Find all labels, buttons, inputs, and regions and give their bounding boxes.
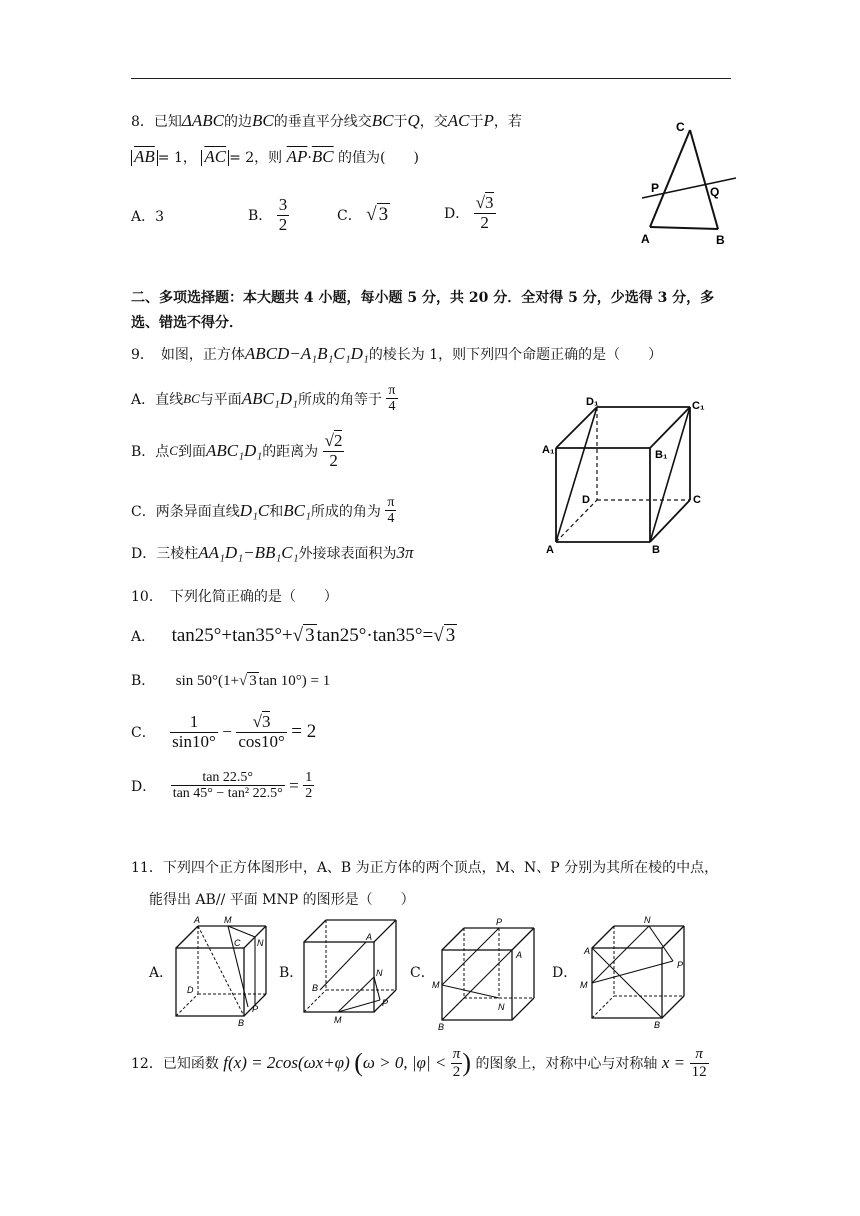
q9-label-d1: D₁: [586, 396, 599, 408]
q9-label-c1: C₁: [692, 400, 705, 412]
header-rule: [131, 78, 731, 79]
q9-stem: 9． 如图，正方体ABCD−A₁B₁C₁D₁的棱长为 1，则下列四个命题正确的是（ ）: [131, 344, 663, 363]
q8-stem-line2: $\overline{AB} = 1$， $\overline{AC} = 2$，则 $\overline{AP}\cdot\overline{BC}$ 的值为( ): [131, 147, 419, 167]
section2-heading-line1: 二、多项选择题：本大题共 4 小题，每小题 5 分，共 20 分．全对得 5 分，少选得 3 分，多: [131, 290, 715, 306]
q9-option-b: B．点C到面ABC₁D₁的距离为 $\frac{√2}{2}$: [131, 431, 343, 470]
q11a-label-m: M: [224, 915, 232, 925]
q11a-label-d: D: [187, 985, 194, 995]
q8-label-q: Q: [710, 185, 720, 199]
q11d-label-n: N: [644, 915, 651, 925]
q11a-label-c: C: [234, 938, 241, 948]
q11-stem-line2: 能得出 AB// 平面 MNP 的图形是（ ）: [149, 892, 415, 908]
q10-option-c: C． $\frac{1}{\sin 10^\circ}$ − $\frac{√3}{\cos 10^\circ}$ = 2: [131, 712, 317, 751]
q8-option-b: B． $\frac{3}{2}$: [248, 195, 288, 234]
q9-option-c: C．两条异面直线D₁C和BC₁所成的角为 $\frac{\pi}{4}$: [131, 495, 395, 527]
section2-heading-line2: 选、错选不得分．: [131, 315, 243, 331]
q8-label-p: P: [651, 181, 660, 195]
q9-option-d: D．三棱柱AA₁D₁−BB₁C₁外接球表面积为3π: [131, 543, 414, 562]
q11c-label-b: B: [438, 1022, 445, 1030]
q11-figure-d: [576, 912, 686, 1030]
q11d-label-p: P: [677, 960, 684, 970]
q11-stem-line1: 11．下列四个正方体图形中，A、B 为正方体的两个顶点，M、N、P 分别为其所在棱的中点，: [131, 860, 719, 876]
q11b-label-a: A: [366, 932, 373, 942]
q8-triangle-figure: [638, 115, 738, 250]
q9-label-b: B: [652, 544, 660, 556]
q11-option-c-label: C．: [410, 965, 435, 981]
q11-figure-b: [298, 912, 398, 1030]
q8-stem-line1: 8．已知ΔABC的边BC的垂直平分线交BC于Q，交AC于P，若: [131, 111, 522, 130]
q11b-label-n: N: [376, 968, 383, 978]
q11c-label-p: P: [496, 917, 503, 927]
q11-option-d-label: D．: [552, 965, 578, 981]
q11a-label-n: N: [257, 938, 264, 948]
q11d-label-a: A: [584, 946, 591, 956]
q11-option-b-label: B．: [279, 965, 304, 981]
q11c-label-a: A: [516, 950, 523, 960]
q11a-label-p: P: [252, 1004, 259, 1014]
q11c-label-m: M: [432, 980, 440, 990]
q11d-label-b: B: [654, 1020, 661, 1030]
q11a-label-a: A: [194, 915, 201, 925]
q11-option-a-label: A．: [149, 965, 174, 981]
q9-label-b1: B₁: [655, 449, 668, 461]
q8-label-b: B: [716, 233, 725, 247]
q11c-label-n: N: [498, 1002, 505, 1012]
q11a-label-b: B: [238, 1018, 245, 1028]
q11d-label-m: M: [580, 980, 588, 990]
q9-label-c: C: [693, 494, 701, 506]
q11-figure-a: [168, 912, 268, 1030]
q9-label-d: D: [582, 494, 590, 506]
q9-option-a: A．直线BC与平面ABC₁D₁所成的角等于 $\frac{\pi}{4}$: [131, 383, 396, 415]
q10-option-a: A． tan25°+tan35°+√ 3 tan25°·tan35°=√ 3: [131, 625, 456, 646]
q8-option-a: A．3: [131, 209, 165, 225]
q10-option-b: B． sin 50°(1+√ 3 tan 10°) = 1: [131, 673, 331, 689]
q9-label-a1: A₁: [542, 444, 555, 456]
q10-stem: 10． 下列化简正确的是（ ）: [131, 589, 338, 605]
q8-label-c: C: [676, 120, 685, 134]
q11-figure-c: [432, 912, 542, 1030]
q9-cube-figure: [540, 390, 720, 560]
q9-label-a: A: [546, 544, 554, 556]
q11b-label-p: P: [382, 998, 389, 1008]
q10-option-d: D． $\frac{\tan 22.5^\circ}{\text{tan 45° − tan² 22.5°}}$ = $\frac{1}{2}$: [131, 770, 313, 802]
q8-option-c: C． √ 3: [337, 204, 389, 225]
q8-option-d: D． $\frac{√3}{2}$: [444, 193, 494, 232]
q11b-label-b: B: [312, 983, 319, 993]
q8-label-a: A: [641, 232, 650, 246]
q11b-label-m: M: [334, 1015, 342, 1025]
q12-stem: 12．已知函数 f(x) = 2cos(ωx+φ) (ω > 0, |φ| < $\frac{\pi}{2}$ ) 的图象上，对称中心与对称轴 x = $\frac{\pi}{12}$: [131, 1046, 707, 1080]
